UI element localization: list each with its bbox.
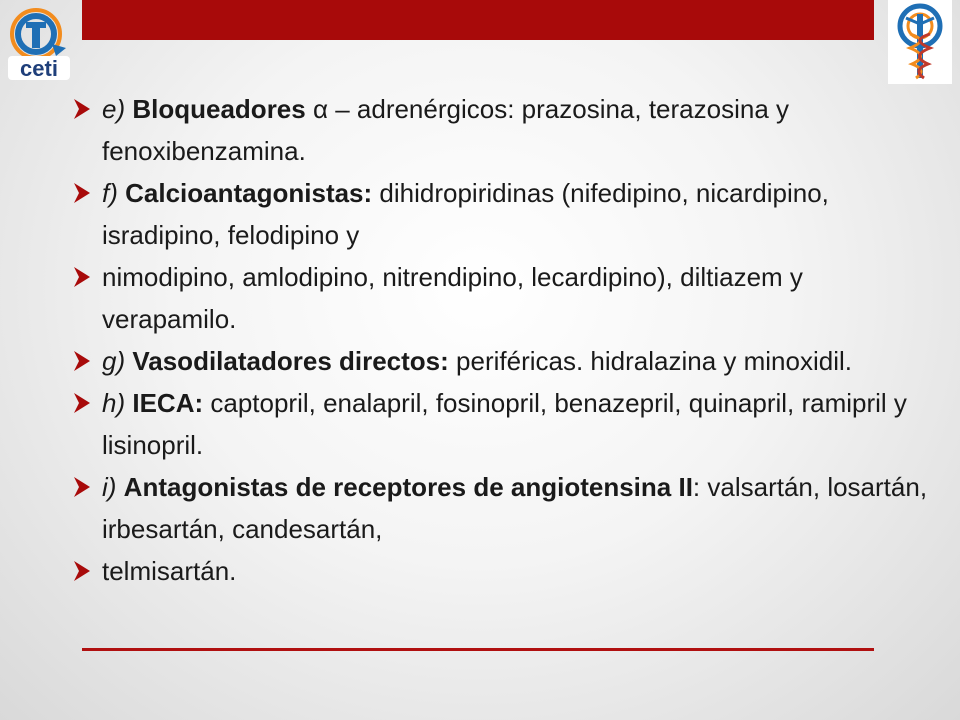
arrow-bullet-icon: [72, 559, 92, 583]
ceti-logo: [4, 4, 74, 82]
list-item: telmisartán.: [72, 550, 932, 592]
header-bar: [82, 0, 874, 40]
list-item: nimodipino, amlodipino, nitrendipino, lecardipino), diltiazem y verapamilo.: [72, 256, 932, 340]
list-item: f) Calcioantagonistas: dihidropiridinas (nifedipino, nicardipino, isradipino, felodipino y: [72, 172, 932, 256]
arrow-bullet-icon: [72, 391, 92, 415]
arrow-bullet-icon: [72, 97, 92, 121]
list-item: h) IECA: captopril, enalapril, fosinopril, benazepril, quinapril, ramipril y lisinopril.: [72, 382, 932, 466]
bullet-list: [72, 88, 932, 592]
list-item: e) Bloqueadores α – adrenérgicos: prazosina, terazosina y fenoxibenzamina.: [72, 88, 932, 172]
arrow-bullet-icon: [72, 349, 92, 373]
arrow-bullet-icon: [72, 181, 92, 205]
svg-text:ceti: ceti: [20, 56, 58, 81]
arrow-bullet-icon: [72, 265, 92, 289]
arrow-bullet-icon: [72, 475, 92, 499]
list-item: i) Antagonistas de receptores de angiotensina II: valsartán, losartán, irbesartán, candesartán,: [72, 466, 932, 550]
medical-caduceus-logo: [884, 0, 956, 86]
footer-divider: [82, 648, 874, 651]
list-item: g) Vasodilatadores directos: periféricas. hidralazina y minoxidil.: [72, 340, 932, 382]
